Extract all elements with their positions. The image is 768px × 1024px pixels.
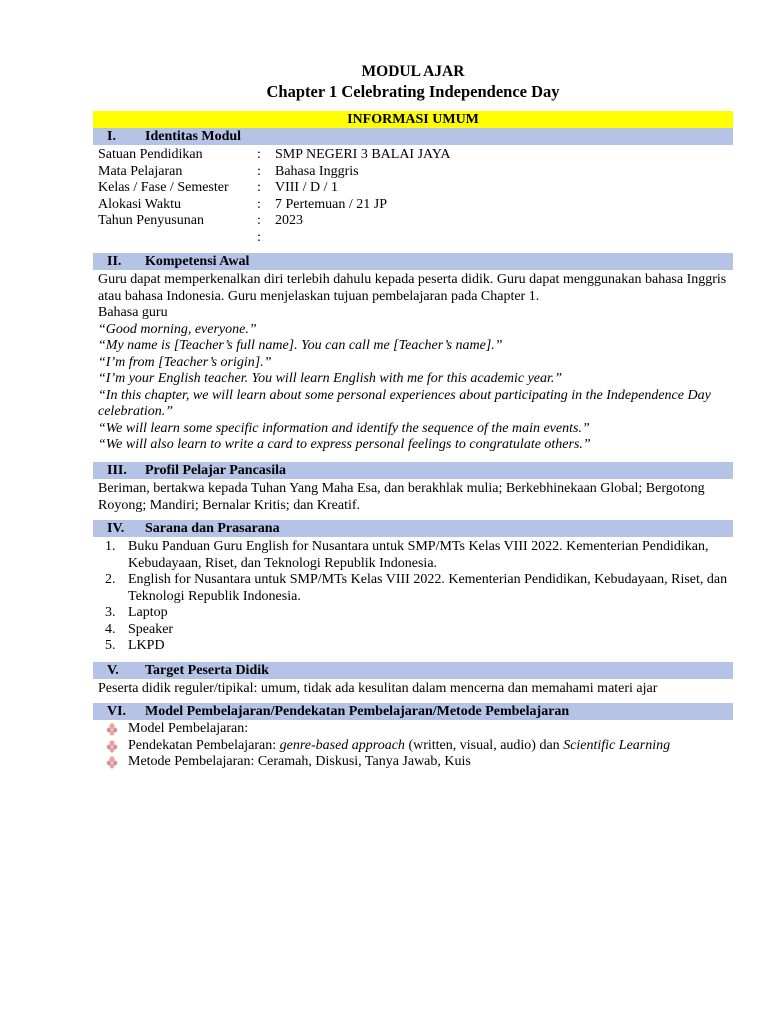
- list-item: [98, 754, 730, 771]
- section-heading-identitas: [93, 128, 733, 145]
- teacher-phrase: “We will learn some specific information and identify the sequence of the main events.”: [98, 420, 590, 436]
- section-title: Identitas Modul: [145, 129, 242, 144]
- teacher-phrase: “I’m from [Teacher’s origin].”: [98, 354, 272, 370]
- identity-value: 7 Pertemuan / 21 JP: [275, 196, 387, 212]
- identity-key: Mata Pelajaran: [98, 163, 183, 179]
- list-item: [98, 638, 730, 655]
- flower-bullet-icon: [106, 756, 118, 769]
- teacher-phrase: “We will also learn to write a card to express personal feelings to congratulate others.”: [98, 437, 591, 452]
- identity-colon: :: [257, 196, 261, 212]
- list-text: Metode Pembelajaran: Ceramah, Diskusi, Tanya Jawab, Kuis: [128, 754, 471, 769]
- profil-body: [98, 481, 730, 514]
- section-title: Target Peserta Didik: [145, 663, 269, 678]
- list-text-italic: genre-based approach: [279, 737, 405, 753]
- list-text: Laptop: [128, 605, 168, 620]
- list-number: 1.: [105, 539, 116, 554]
- section-heading-target: [93, 662, 733, 679]
- section-title: Kompetensi Awal: [145, 254, 250, 269]
- identity-colon: :: [257, 213, 261, 228]
- sarana-list: [98, 539, 730, 655]
- identity-key: Kelas / Fase / Semester: [98, 180, 229, 195]
- list-number: 3.: [105, 605, 116, 620]
- section-number: III.: [107, 463, 127, 478]
- list-item: [98, 721, 730, 738]
- teacher-phrase: “My name is [Teacher’s full name]. You can call me [Teacher’s name].”: [98, 338, 503, 353]
- info-band: INFORMASI UMUM: [93, 111, 733, 128]
- section-title: Sarana dan Prasarana: [145, 521, 280, 536]
- list-text: Buku Panduan Guru English for Nusantara untuk SMP/MTs Kelas VIII 2022. Kementerian Pendidikan, Kebudayaan, Riset, dan Teknologi Republik Indonesia.: [128, 539, 709, 571]
- section-heading-profil: [93, 462, 733, 479]
- section-number: I.: [107, 129, 116, 144]
- list-item: [98, 539, 730, 572]
- teacher-phrase: “Good morning, everyone.”: [98, 321, 257, 337]
- teacher-phrase: “In this chapter, we will learn about some personal experiences about participating in the Independence Day celebration.”: [98, 387, 711, 419]
- list-text-italic: Scientific Learning: [563, 737, 671, 753]
- identity-value: VIII / D / 1: [275, 180, 338, 195]
- section-heading-sarana: [93, 520, 733, 537]
- section-number: IV.: [107, 521, 125, 536]
- list-item: [98, 572, 730, 605]
- target-text: Peserta didik reguler/tipikal: umum, tidak ada kesulitan dalam mencerna dan memahami materi ajar: [98, 681, 658, 696]
- list-text: Model Pembelajaran:: [128, 721, 249, 736]
- identity-key: Alokasi Waktu: [98, 196, 181, 212]
- kompetensi-label: Bahasa guru: [98, 305, 168, 320]
- list-item: [98, 605, 730, 622]
- identity-key: Satuan Pendidikan: [98, 147, 203, 162]
- list-number: 5.: [105, 638, 116, 653]
- list-text-mid: (written, visual, audio) dan: [404, 737, 564, 753]
- list-text: English for Nusantara untuk SMP/MTs Kelas VIII 2022. Kementerian Pendidikan, Kebudayaan, Riset, dan Teknologi Republik Indonesia.: [128, 572, 728, 604]
- section-title: Model Pembelajaran/Pendekatan Pembelajaran/Metode Pembelajaran: [145, 704, 570, 719]
- list-text-label: Pendekatan Pembelajaran:: [128, 737, 280, 753]
- list-item: [98, 622, 730, 639]
- section-number: VI.: [107, 704, 127, 719]
- kompetensi-body: [98, 272, 730, 454]
- document-subtitle: Chapter 1 Celebrating Independence Day: [266, 82, 560, 101]
- document-title: MODUL AJAR: [361, 63, 465, 80]
- section-number: II.: [107, 254, 122, 269]
- list-item: [98, 738, 730, 755]
- list-text: Speaker: [128, 621, 174, 637]
- identity-colon: :: [257, 147, 261, 162]
- section-number: V.: [107, 663, 119, 678]
- identity-key: Tahun Penyusunan: [98, 213, 204, 228]
- section-heading-model: [93, 703, 733, 720]
- target-body: [98, 681, 730, 698]
- identity-colon: :: [257, 180, 261, 195]
- kompetensi-intro: Guru dapat memperkenalkan diri terlebih dahulu kepada peserta didik. Guru dapat menggunakan bahasa Inggris atau bahasa Indonesia. Guru menjelaskan tujuan pembelajaran pada Chapter 1.: [98, 272, 727, 304]
- identity-colon: :: [257, 229, 261, 245]
- section-heading-kompetensi: [93, 253, 733, 270]
- list-number: 4.: [105, 621, 116, 637]
- profil-text: Beriman, bertakwa kepada Tuhan Yang Maha Esa, dan berakhlak mulia; Berkebhinekaan Global; Bergotong Royong; Mandiri; Bernalar Kritis; dan Kreatif.: [98, 481, 705, 513]
- list-number: 2.: [105, 572, 116, 587]
- flower-bullet-icon: [106, 723, 118, 736]
- flower-bullet-icon: [106, 740, 118, 753]
- identity-value: 2023: [275, 213, 303, 228]
- list-text: LKPD: [128, 638, 165, 653]
- section-title: Profil Pelajar Pancasila: [145, 463, 287, 478]
- model-list: [98, 721, 730, 771]
- teacher-phrase: “I’m your English teacher. You will learn English with me for this academic year.”: [98, 371, 563, 386]
- identity-value: Bahasa Inggris: [275, 163, 359, 179]
- identity-colon: :: [257, 163, 261, 179]
- identity-value: SMP NEGERI 3 BALAI JAYA: [275, 147, 451, 162]
